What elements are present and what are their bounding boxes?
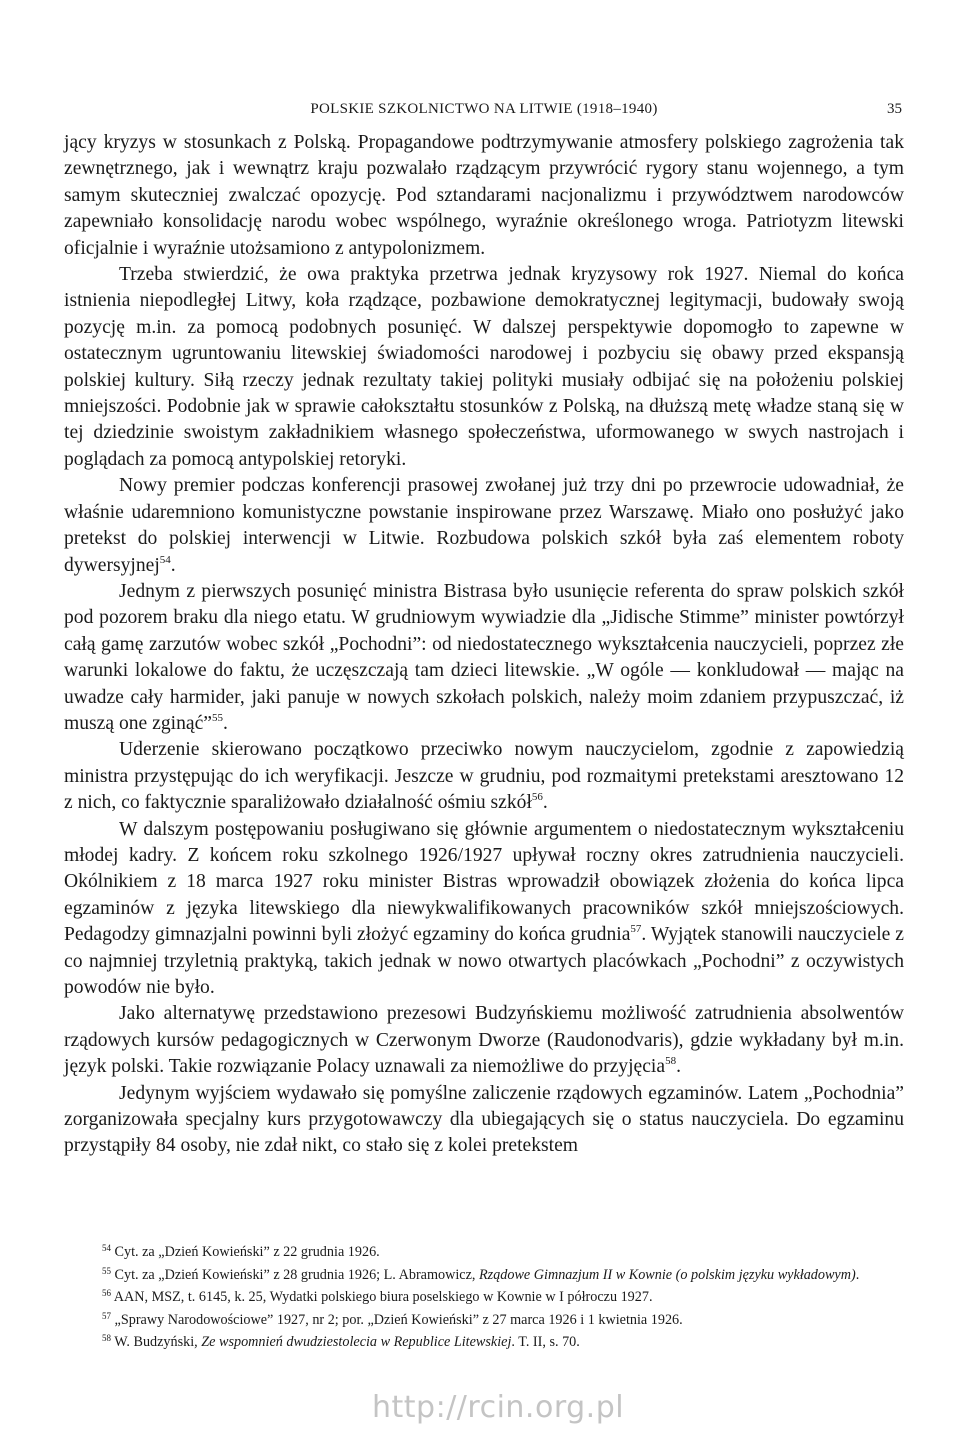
running-title: POLSKIE SZKOLNICTWO NA LITWIE (1918–1940) [310,101,658,117]
footnote: $^{56}$ AAN, MSZ, t. 6145, k. 25, Wydatki polskiego biura poselskiego w Kownie w I półroczu 1927. [102,1288,653,1306]
footnote: $^{57}$ „Sprawy Narodowościowe” 1927, nr 2; por. „Dzień Kowieński” z 27 marca 1926 i 1 kwietnia 1926. [102,1310,683,1328]
footnote-ref[interactable]: 55 [211,711,223,724]
watermark-link[interactable]: http://rcin.org.pl [372,1390,625,1425]
footnote-title: Rządowe Gimnazjum II w Kownie (o polskim języku wykładowym) [479,1266,856,1283]
page-number: 35 [887,101,902,117]
footnote: $^{54}$ Cyt. za „Dzień Kowieński” z 22 grudnia 1926. [102,1243,380,1260]
footnote-number: 55 [102,1265,111,1276]
paragraph: Jednym z pierwszych posunięć ministra Bistrasa było usunięcie referenta do spraw polskich szkół pod pozorem braku dla niego etatu. W grudniowym wywiadzie dla „Jidische Stimme” minister powtórzył całą gamę zarzutów wobec szkół „Pochodni”: od niedostatecznego wykształcenia nauczycieli, poprzez złe warunki lokalowe do faktu, że uczęszczają tam dzieci litewskie. „W ogóle — konkludował — mając na uwadze cały harmider, jaki panuje w nowych szkołach polskich, należy moim zdaniem przypuszczać, iż muszą one zginąć”$^{55}$. [64,580,904,734]
footnote-number: 58 [102,1333,111,1344]
paragraph: Uderzenie skierowano początkowo przeciwko nowym nauczycielom, zgodnie z zapowiedzią ministra przystępując do ich weryfikacji. Jeszcze w grudniu, pod rozmaitymi pretekstami aresztowano 12 z nich, co faktycznie sparaliżowało działalność ośmiu szkół$^{56}$. [64,739,904,814]
paragraph: W dalszym postępowaniu posługiwano się głównie argumentem o niedostatecznym wykształceniu młodej kadry. Z końcem roku szkolnego 1926/1927 upływał roczny okres zatrudnienia nauczycieli. Okólnikiem z 18 marca 1927 roku minister Bistras wprowadził obowiązek złożenia do końca lipca egzaminów z języka litewskiego dla niewykwalifikowanych pracowników szkół mniejszościowych. Pedagodzy gimnazjalni powinni byli złożyć egzaminy do końca grudnia$^{57}$. Wyjątek stanowili nauczyciele z co najmniej trzyletnią praktyką, takich jednak w nowo otwartych placówkach „Pochodni” z oczywistych powodów nie było. [64,818,904,998]
footnote-number: 57 [102,1310,111,1321]
footnote: $^{58}$ W. Budzyński, Ze wspomnień dwudziestolecia w Republice Litewskiej. T. II, s. 70. [102,1333,580,1351]
paragraph: Jedynym wyjściem wydawało się pomyślne zaliczenie rządowych egzaminów. Latem „Pochodnia” zorganizowała specjalny kurs przygotowawczy dla ubiegających się o status nauczyciela. Do egzaminu przystąpiły 84 osoby, nie zdał nikt, co stało się z kolei pretekstem [64,1082,904,1157]
footnote-ref[interactable]: 58 [665,1055,677,1068]
footnote-number: 56 [102,1288,111,1299]
paragraph: Trzeba stwierdzić, że owa praktyka przetrwa jednak kryzysowy rok 1927. Niemal do końca istnienia niepodległej Litwy, koła rządzące, pozbawione demokratycznej legitymacji, budowały swoją pozycję m.in. za pomocą podobnych posunięć. W dalszej perspektywie dopomogło to zapewne w ostatecznym ugruntowaniu litewskiej świadomości narodowej i pozbyciu się obawy przed ekspansją polskiej kultury. Siłą rzeczy jednak rezultaty takiej polityki musiały odbijać się na położeniu polskiej mniejszości. Podobnie jak w sprawie całokształtu stosunków z Polską, na dłuższą metę władze staną się w tej dziedzinie swoistym zakładnikiem własnego społeczeństwa, uformowanego w swych nastrojach i poglądach za pomocą antypolskiej retoryki. [64,264,904,470]
footnote-number: 54 [102,1243,111,1253]
footnote-ref[interactable]: 54 [159,553,171,566]
body-text [64,130,904,1160]
paragraph: Jako alternatywę przedstawiono prezesowi Budzyńskiemu możliwość zatrudnienia absolwentów rządowych kursów pedagogicznych w Czerwonym Dworze (Raudonodvaris), gdzie wykładany był m.in. język polski. Takie rozwiązanie Polacy uznawali za niemożliwe do przyjęcia$^{58}$. [64,1003,904,1078]
footnote-ref[interactable]: 57 [630,923,642,936]
paragraph: jący kryzys w stosunkach z Polską. Propagandowe podtrzymywanie atmosfery polskiego zagrożenia tak zewnętrznego, jak i wewnątrz kraju pozwalało rządzącym przywrócić rygory stanu wojennego, a tym samym skuteczniej zwalczać opozycję. Pod sztandarami nacjonalizmu i przywództwem narodowców zapewniało konsolidację narodu wobec wspólnego, wyraźnie określonego wroga. Patriotyzm litewski oficjalnie i wyraźnie utożsamiono z antypolonizmem. [64,132,904,259]
paragraph: Nowy premier podczas konferencji prasowej zwołanej już trzy dni po przewrocie udowadniał, że właśnie udaremniono komunistyczne powstanie inspirowane przez Warszawę. Miało ono posłużyć jako pretekst do polskiej interwencji w Litwie. Rozbudowa polskich szkół była zaś elementem roboty dywersyjnej$^{54}$. [64,475,904,576]
footnotes [64,1239,904,1352]
footnote-ref[interactable]: 56 [531,791,543,804]
footnote-title: Ze wspomnień dwudziestolecia w Republice Litewskiej [201,1334,512,1351]
footnote: $^{55}$ Cyt. za „Dzień Kowieński” z 28 grudnia 1926; L. Abramowicz, Rządowe Gimnazjum II w Kownie (o polskim języku wykładowym). [102,1265,860,1283]
running-header [64,97,904,121]
